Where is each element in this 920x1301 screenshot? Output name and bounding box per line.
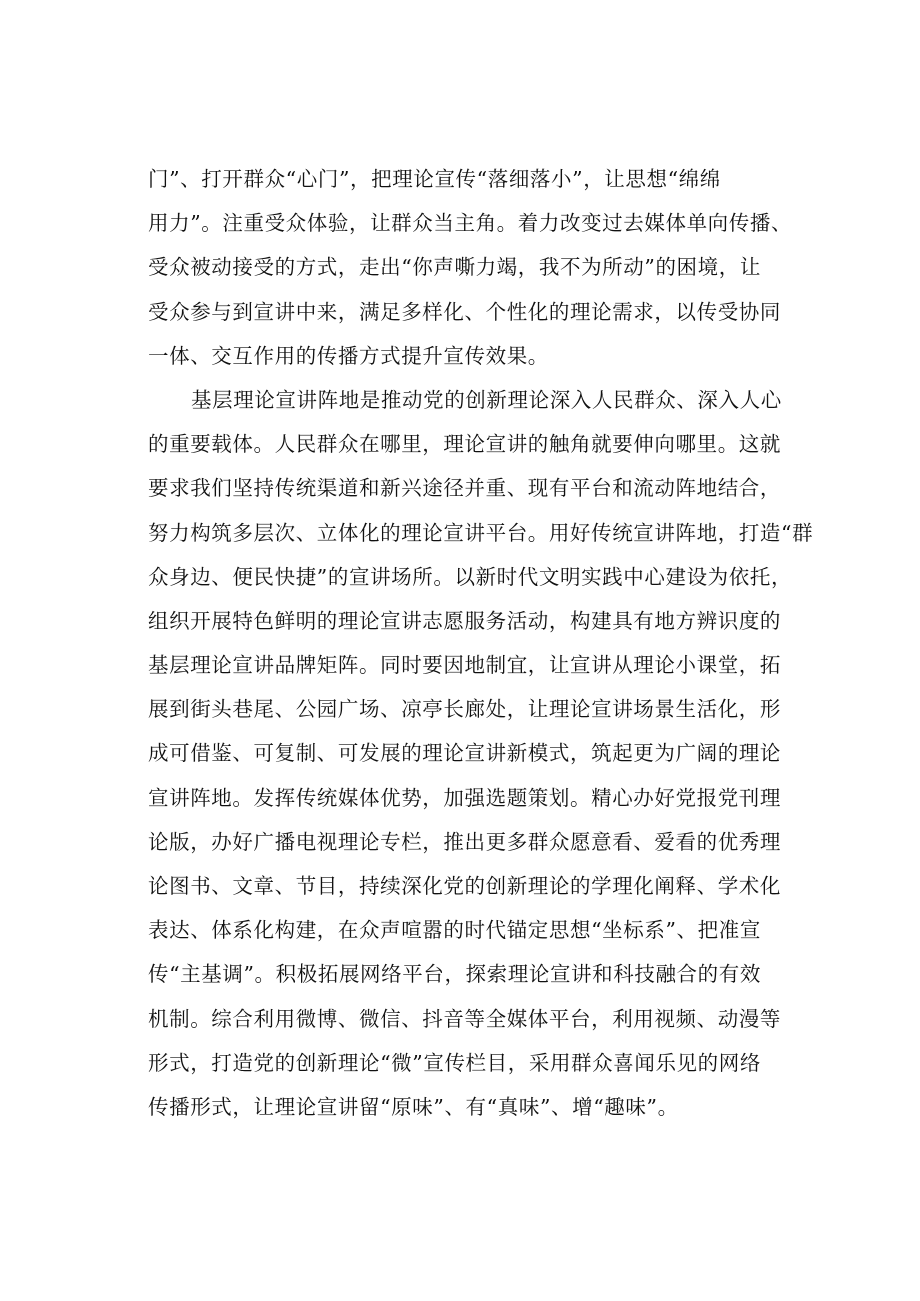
text-line: 受众参与到宣讲中来，满足多样化、个性化的理论需求，以传受协同 <box>148 299 781 324</box>
text-line: 传“主基调”。积极拓展网络平台，探索理论宣讲和科技融合的有效 <box>148 962 761 987</box>
text-line: 一体、交互作用的传播方式提升宣传效果。 <box>148 343 549 368</box>
text-line: 基层理论宣讲阵地是推动党的创新理论深入人民群众、深入人心 <box>191 387 782 412</box>
text-line: 论版，办好广播电视理论专栏，推出更多群众愿意看、爱看的优秀理 <box>148 829 781 854</box>
text-line: 组织开展特色鲜明的理论宣讲志愿服务活动，构建具有地方辨识度的 <box>148 608 781 633</box>
text-line: 机制。综合利用微博、微信、抖音等全媒体平台，利用视频、动漫等 <box>148 1006 781 1031</box>
paragraph-2 <box>148 378 814 1129</box>
text-line: 成可借鉴、可复制、可发展的理论宣讲新模式，筑起更为广阔的理论 <box>148 741 781 766</box>
text-line: 基层理论宣讲品牌矩阵。同时要因地制宜，让宣讲从理论小课堂，拓 <box>148 653 781 678</box>
text-line: 论图书、文章、节目，持续深化党的创新理论的学理化阐释、学术化 <box>148 874 781 898</box>
text-line: 众身边、便民快捷”的宣讲场所。以新时代文明实践中心建设为依托， <box>148 564 793 589</box>
document-body <box>148 157 814 1129</box>
paragraph-1 <box>148 157 793 378</box>
text-line: 努力构筑多层次、立体化的理论宣讲平台。用好传统宣讲阵地，打造“群 <box>148 520 814 545</box>
text-line: 门”、打开群众“心门”，把理论宣传“落细落小”，让思想“绵绵 <box>148 167 721 191</box>
text-line: 传播形式，让理论宣讲留“原味”、有“真味”、增“趣味”。 <box>148 1094 679 1119</box>
text-line: 用力”。注重受众体验，让群众当主角。着力改变过去媒体单向传播、 <box>148 211 793 236</box>
text-line: 展到街头巷尾、公园广场、凉亭长廊处，让理论宣讲场景生活化，形 <box>148 697 781 722</box>
text-line: 表达、体系化构建，在众声喧嚣的时代锚定思想“坐标系”、把准宣 <box>148 918 761 943</box>
text-line: 要求我们坚持传统渠道和新兴途径并重、现有平台和流动阵地结合， <box>148 476 781 501</box>
text-line: 宣讲阵地。发挥传统媒体优势，加强选题策划。精心办好党报党刊理 <box>148 785 781 810</box>
text-line: 形式，打造党的创新理论“微”宣传栏目，采用群众喜闻乐见的网络 <box>148 1050 761 1075</box>
text-line: 的重要载体。人民群众在哪里，理论宣讲的触角就要伸向哪里。这就 <box>148 432 781 457</box>
text-line: 受众被动接受的方式，走出“你声嘶力竭，我不为所动”的困境，让 <box>148 255 761 280</box>
